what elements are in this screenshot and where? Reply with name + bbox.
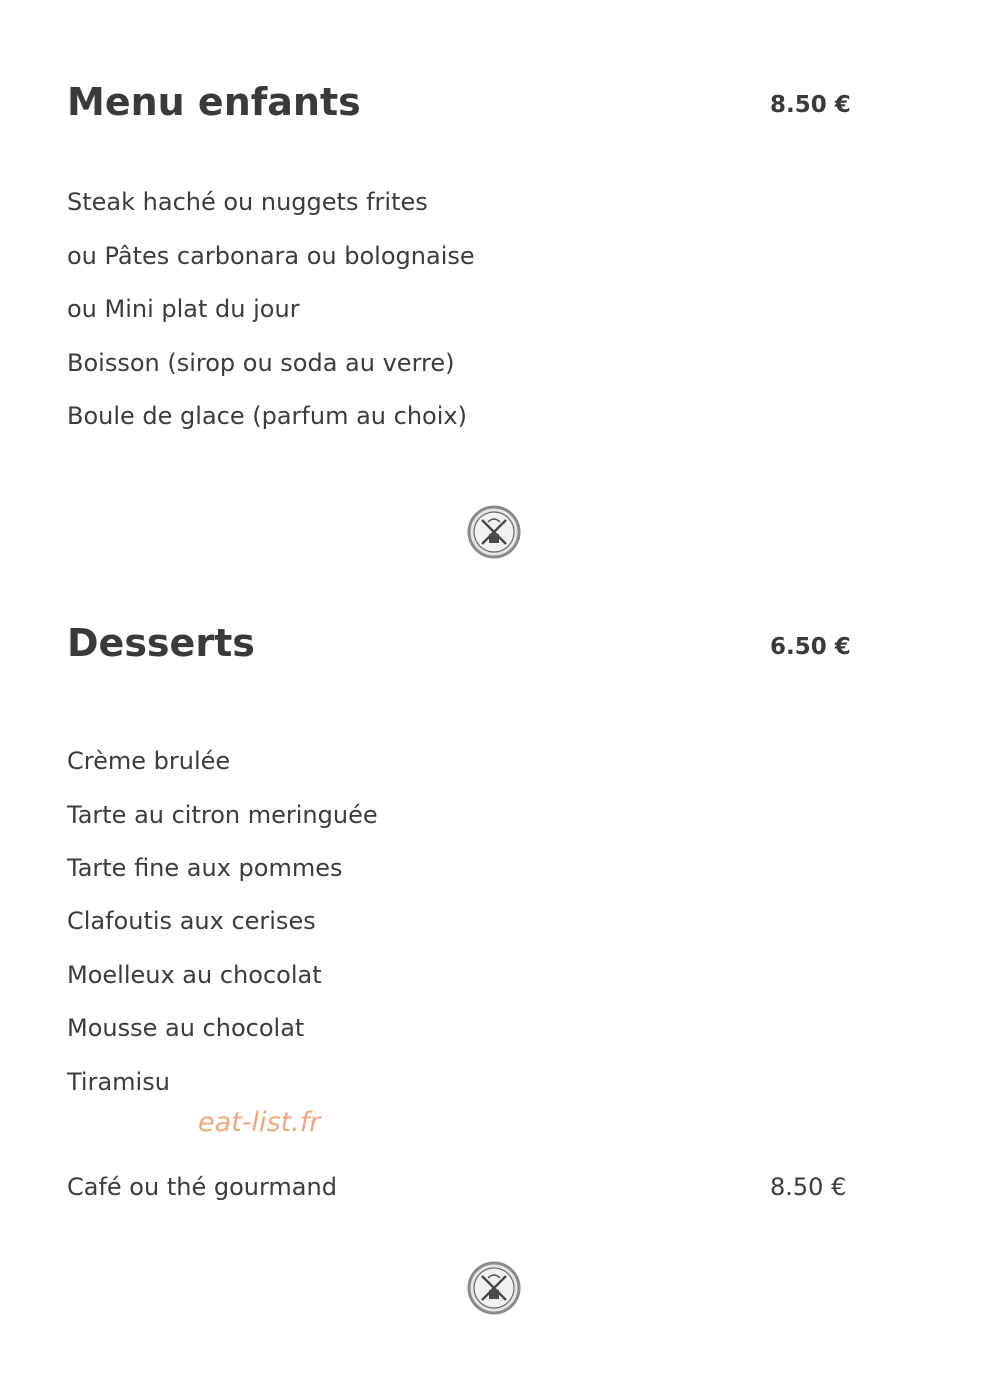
menu-enfants-item: Boule de glace (parfum au choix) — [67, 402, 467, 430]
menu-enfants-item: Steak haché ou nuggets frites — [67, 188, 428, 216]
dessert-item: Clafoutis aux cerises — [67, 907, 316, 935]
dessert-item: Tarte fine aux pommes — [67, 854, 343, 882]
desserts-price: 6.50 € — [770, 634, 851, 660]
crossed-cutlery-emblem-icon — [466, 504, 522, 560]
menu-enfants-item: Boisson (sirop ou soda au verre) — [67, 349, 455, 377]
crossed-cutlery-emblem-icon — [466, 1260, 522, 1316]
menu-enfants-item: ou Pâtes carbonara ou bolognaise — [67, 242, 475, 270]
dessert-item: Moelleux au chocolat — [67, 961, 322, 989]
extra-item-label: Café ou thé gourmand — [67, 1173, 337, 1201]
dessert-item: Crème brulée — [67, 747, 231, 775]
watermark-text: eat-list.fr — [198, 1107, 321, 1138]
desserts-title: Desserts — [67, 621, 255, 665]
extra-item-price: 8.50 € — [770, 1173, 847, 1201]
dessert-item: Tiramisu — [67, 1068, 170, 1096]
menu-enfants-price: 8.50 € — [770, 92, 851, 118]
menu-enfants-title: Menu enfants — [67, 80, 361, 124]
menu-enfants-item: ou Mini plat du jour — [67, 295, 300, 323]
dessert-item: Mousse au chocolat — [67, 1014, 305, 1042]
dessert-item: Tarte au citron meringuée — [67, 801, 378, 829]
